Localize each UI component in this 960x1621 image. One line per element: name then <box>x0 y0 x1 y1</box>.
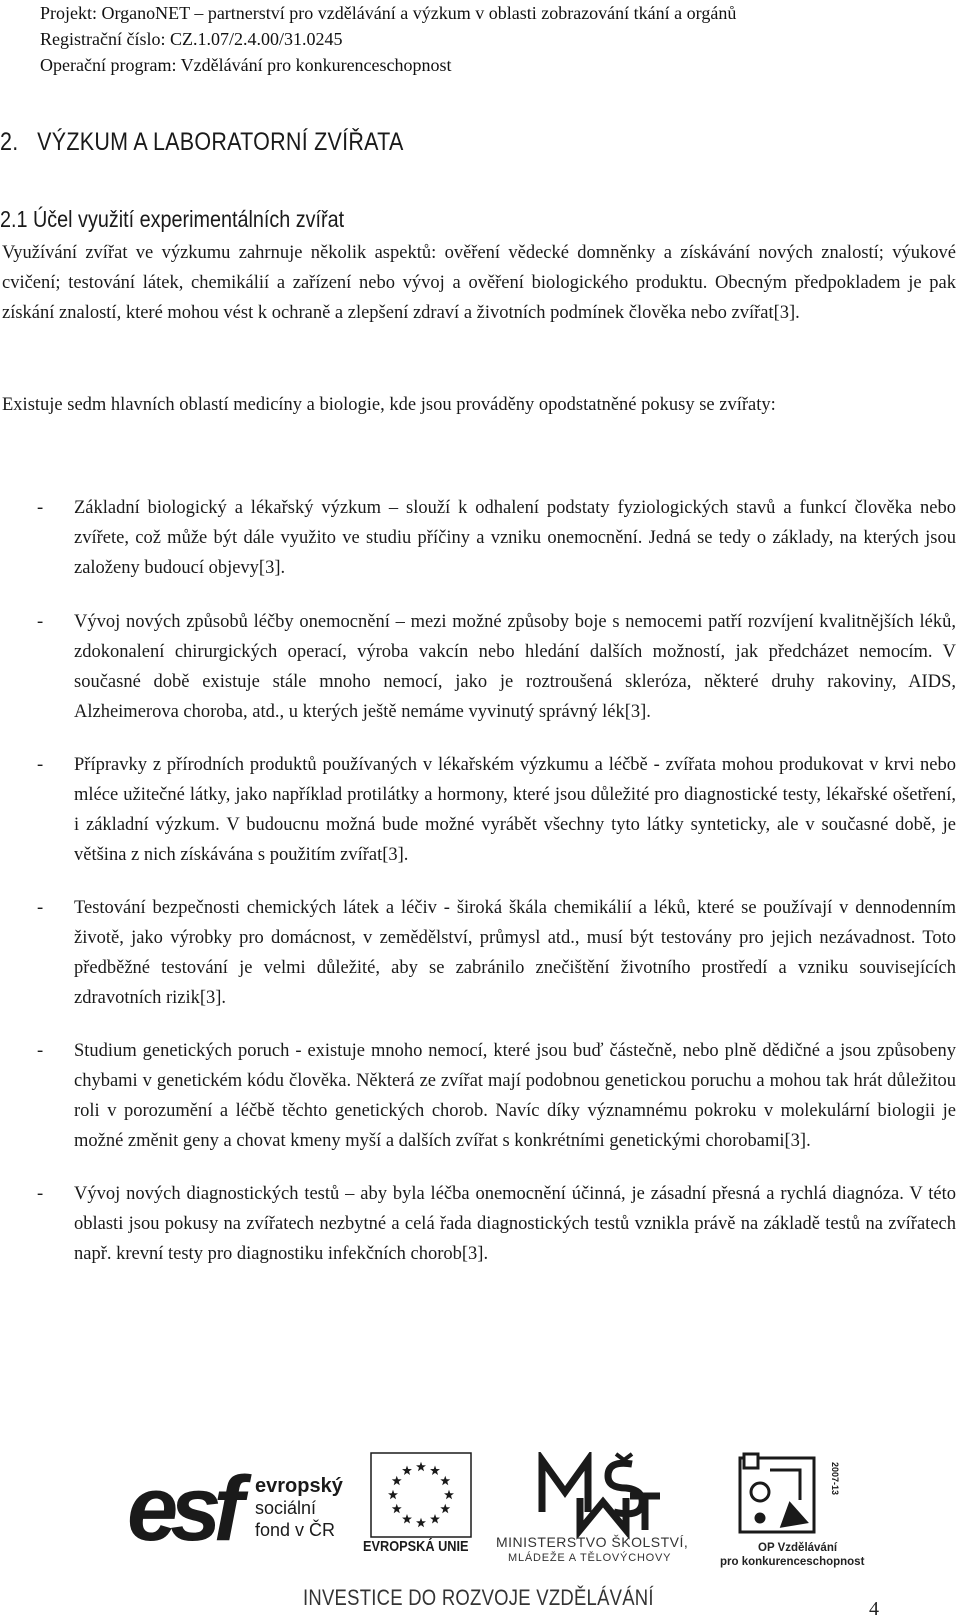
list-dash: - <box>37 755 44 775</box>
header-registration-line: Registrační číslo: CZ.1.07/2.4.00/31.0245 <box>40 29 343 49</box>
esf-logo <box>127 1452 352 1554</box>
page-number: 4 <box>869 1598 879 1620</box>
op-logo-triangle <box>782 1504 806 1526</box>
op-logo-square <box>744 1454 758 1468</box>
eu-flag-logo <box>370 1452 472 1538</box>
investice-slogan: INVESTICE DO ROZVOJE VZDĚLÁVÁNÍ <box>303 1585 654 1610</box>
section-heading: 2.1 Účel využití experimentálních zvířat <box>0 206 345 232</box>
list-item-text: Základní biologický a lékařský výzkum – slouží k odhalení podstaty fyziologických stavů a funkcí člověka nebo zvířete, což může být dále využito ve studiu příčiny a vzniku onemocnění. Jedná se tedy o základy, na kterých jsou založeny budoucí objevy[3]. <box>74 498 956 578</box>
chapter-heading: 2. VÝZKUM A LABORATORNÍ ZVÍŘATA <box>0 128 404 156</box>
list-dash: - <box>37 898 44 918</box>
op-logo-circle <box>751 1483 769 1501</box>
list-dash: - <box>37 1184 44 1204</box>
list-item <box>0 893 956 1013</box>
list-dash: - <box>37 1041 44 1061</box>
footer-logos <box>0 1452 960 1620</box>
list-item-text: Přípravky z přírodních produktů používaných v lékařském výzkumu a léčbě - zvířata mohou produkovat v krvi nebo mléce užitečné látky, jako například protilátky a hormony, které jsou důležité pro diagnostické testy, lékařské ošetření, i základní výzkum. V budoucnu možná bude možné vyrábět všechny tyto látky synteticky, ale v současné době, je většina z nich získávána s použitím zvířat[3]. <box>74 755 956 865</box>
project-header <box>40 0 736 78</box>
msmt-caron <box>616 1454 632 1460</box>
areas-intro-paragraph: Existuje sedm hlavních oblastí medicíny a biologie, kde jsou prováděny opodstatněné pokusy se zvířaty: <box>2 395 776 415</box>
list-item <box>0 607 956 727</box>
list-item-text: Studium genetických poruch - existuje mnoho nemocí, které jsou buď částečně, nebo plně dědičné a jsou způsobeny chybami v genetickém kódu člověka. Některá ze zvířat mají podobnou genetickou poruchu a mohou tak hrát důležitou roli v porozumění a léčbě těchto genetických chorob. Navíc díky významnému pokroku v molekulární biologii je možné změnit geny a chovat kmeny myší a dalších zvířat s konkrétními genetickými chorobami[3]. <box>74 1041 956 1151</box>
esf-text-line1: evropský <box>255 1475 343 1497</box>
list-item-text: Testování bezpečnosti chemických látek a léčiv - široká škála chemikálií a léků, které se používají v dennodenním životě, jako výrobky pro domácnost, v zemědělství, průmysl atd., musí být testovány pro jejich nezávadnost. Toto předběžné testování je velmi důležité, aby se zabránilo znečištění životního prostředí a vzniku souvisejících zdravotních rizik[3]. <box>74 898 956 1008</box>
eu-label: EVROPSKÁ UNIE <box>363 1538 469 1555</box>
header-project-line: Projekt: OrganoNET – partnerství pro vzdělávání a výzkum v oblasti zobrazování tkání a orgánů <box>40 3 737 23</box>
research-areas-list <box>0 493 956 1269</box>
esf-text-line3: fond v ČR <box>255 1520 336 1540</box>
list-dash: - <box>37 612 44 632</box>
op-logo-dot <box>756 1514 764 1522</box>
list-item <box>0 1179 956 1269</box>
list-item-text: Vývoj nových diagnostických testů – aby byla léčba onemocnění účinná, je zásadní přesná a rychlá diagnóza. V této oblasti jsou pokusy na zvířatech nezbytné a celá řada diagnostických testů vznikla právě na základě testů na zvířatech např. krevní testy pro diagnostiku infekčních chorob[3]. <box>74 1184 956 1264</box>
list-item <box>0 493 956 583</box>
op-label-line2: pro konkurenceschopnost <box>720 1556 865 1568</box>
list-dash: - <box>37 498 44 518</box>
msmt-label-line1: MINISTERSTVO ŠKOLSTVÍ, <box>496 1534 689 1550</box>
esf-logo-mark: esf <box>127 1458 236 1554</box>
esf-text-line2: sociální <box>255 1498 317 1518</box>
msmt-label-line2: MLÁDEŽE A TĚLOVÝCHOVY <box>508 1552 672 1564</box>
header-program-line: Operační program: Vzdělávání pro konkurenceschopnost <box>40 55 452 75</box>
op-logo-years: 2007-13 <box>830 1462 840 1496</box>
list-item <box>0 1036 956 1156</box>
intro-paragraph: Využívání zvířat ve výzkumu zahrnuje několik aspektů: ověření vědecké domněnky a získávání nových znalostí; výukové cvičení; testování látek, chemikálií a zařízení nebo vývoj a ověření biologického produktu. Obecným předpokladem je pak získání znalostí, které mohou vést k ochraně a zlepšení zdraví a životních podmínek člověka nebo zvířat[3]. <box>2 243 956 323</box>
list-item-text: Vývoj nových způsobů léčby onemocnění – mezi možné způsoby boje s nemocemi patří rozvíjení kvalitnějších léků, zdokonalení chirurgických operací, výroba vakcín nebo hledání dalších možností, jak předcházet nemocím. V současné době existuje stále mnoho nemocí, jako je roztroušená skleróza, některé druhy rakoviny, AIDS, Alzheimerova choroba, atd., u kterých ještě nemáme vyvinutý správný lék[3]. <box>74 612 956 722</box>
list-item <box>0 750 956 870</box>
op-label-line1: OP Vzdělávání <box>758 1542 838 1554</box>
op-logo-line <box>770 1470 800 1500</box>
